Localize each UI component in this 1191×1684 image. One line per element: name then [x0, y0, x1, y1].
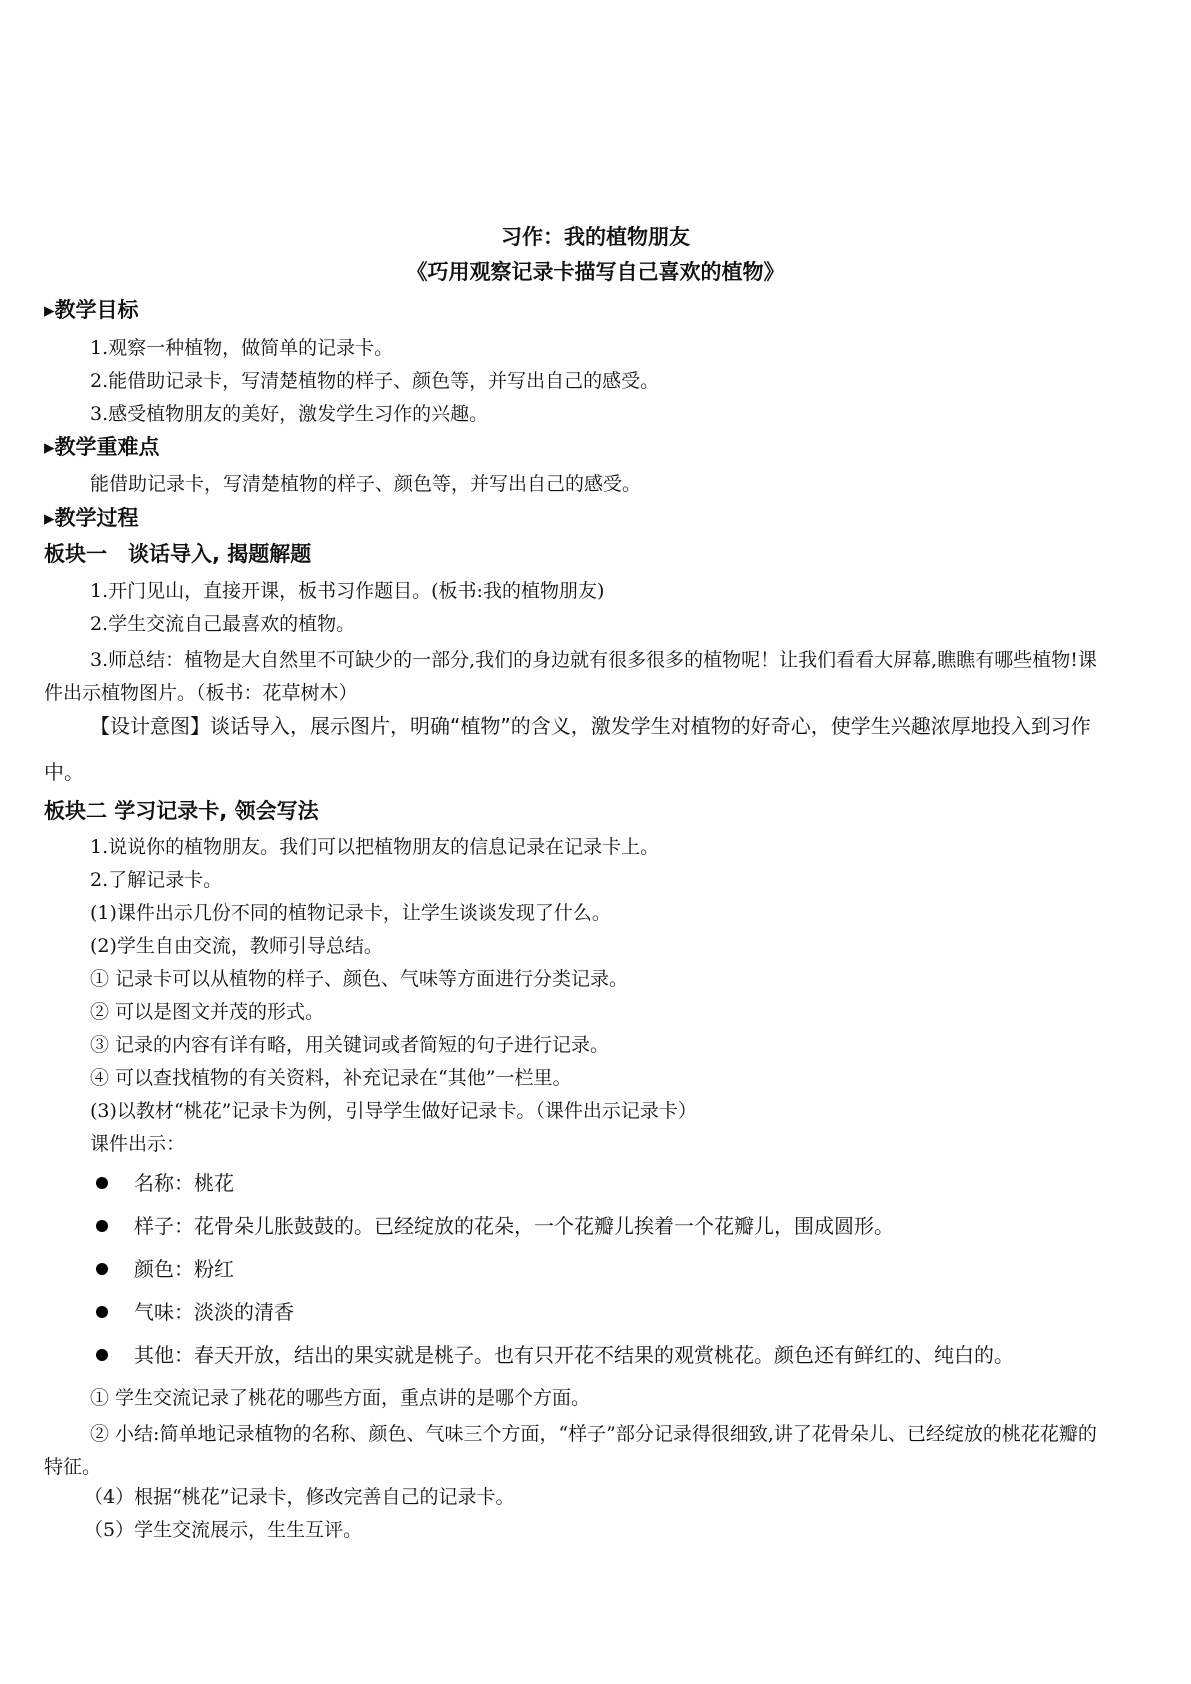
goals-heading: ▸教学目标: [44, 298, 139, 322]
bullet-icon: [96, 1306, 108, 1318]
process-heading: ▸教学过程: [44, 506, 139, 530]
bullet-icon: [96, 1177, 108, 1189]
block2-item: ② 可以是图文并茂的形式。: [90, 1001, 325, 1023]
goal-item: 2.能借助记录卡，写清楚植物的样子、颜色等，并写出自己的感受。: [90, 370, 660, 392]
block1-heading: 板块一 谈话导入, 揭题解题: [44, 542, 312, 566]
block1-item: 3.师总结：植物是大自然里不可缺少的一部分,我们的身边就有很多很多的植物呢！让我们看看大屏幕,瞧瞧有哪些植物!课件出示植物图片。（板书：花草树木）: [44, 649, 1097, 704]
document-subtitle: 《巧用观察记录卡描写自己喜欢的植物》: [406, 260, 785, 284]
block1-item: 1.开门见山，直接开课，板书习作题目。(板书:我的植物朋友): [90, 580, 605, 602]
key-heading: ▸教学重难点: [44, 435, 160, 459]
after-item: （5）学生交流展示，生生互评。: [84, 1519, 363, 1541]
bullet-icon: [96, 1220, 108, 1232]
card-item: 其他：春天开放，结出的果实就是桃子。也有只开花不结果的观赏桃花。颜色还有鲜红的、纯白的。: [134, 1343, 1014, 1367]
key-text: 能借助记录卡，写清楚植物的样子、颜色等，并写出自己的感受。: [90, 473, 642, 495]
after-item: （4）根据“桃花”记录卡，修改完善自己的记录卡。: [84, 1486, 515, 1508]
after-item: ② 小结:简单地记录植物的名称、颜色、气味三个方面，“样子”部分记录得很细致,讲了花骨朵儿、已经绽放的桃花花瓣的特征。: [44, 1423, 1097, 1478]
goal-item: 3.感受植物朋友的美好，激发学生习作的兴趣。: [90, 403, 489, 425]
block2-heading: 板块二 学习记录卡, 领会写法: [44, 799, 319, 823]
block2-item: (3)以教材“桃花”记录卡为例，引导学生做好记录卡。（课件出示记录卡）: [90, 1100, 697, 1122]
block2-item: (2)学生自由交流，教师引导总结。: [90, 935, 383, 957]
block2-item: ④ 可以查找植物的有关资料，补充记录在“其他”一栏里。: [90, 1067, 572, 1089]
block2-item: 1.说说你的植物朋友。我们可以把植物朋友的信息记录在记录卡上。: [90, 836, 660, 858]
bullet-icon: [96, 1349, 108, 1361]
block2-item: 课件出示：: [90, 1133, 186, 1155]
design-intent: 【设计意图】谈话导入，展示图片，明确“植物”的含义，激发学生对植物的好奇心，使学生兴趣浓厚地投入到习作中。: [44, 714, 1091, 784]
after-item: ① 学生交流记录了桃花的哪些方面，重点讲的是哪个方面。: [90, 1387, 591, 1409]
block2-item: ① 记录卡可以从植物的样子、颜色、气味等方面进行分类记录。: [90, 968, 629, 990]
card-item: 气味：淡淡的清香: [134, 1300, 294, 1324]
goal-item: 1.观察一种植物，做简单的记录卡。: [90, 337, 394, 359]
bullet-icon: [96, 1263, 108, 1275]
block1-item: 2.学生交流自己最喜欢的植物。: [90, 613, 356, 635]
card-item: 颜色：粉红: [134, 1257, 234, 1281]
block2-item: ③ 记录的内容有详有略，用关键词或者简短的句子进行记录。: [90, 1034, 610, 1056]
block2-item: 2.了解记录卡。: [90, 869, 223, 891]
card-item: 样子：花骨朵儿胀鼓鼓的。已经绽放的花朵，一个花瓣儿挨着一个花瓣儿，围成圆形。: [134, 1214, 894, 1238]
document-title: 习作：我的植物朋友: [501, 225, 690, 249]
card-item: 名称：桃花: [134, 1171, 234, 1195]
block2-item: (1)课件出示几份不同的植物记录卡，让学生谈谈发现了什么。: [90, 902, 611, 924]
